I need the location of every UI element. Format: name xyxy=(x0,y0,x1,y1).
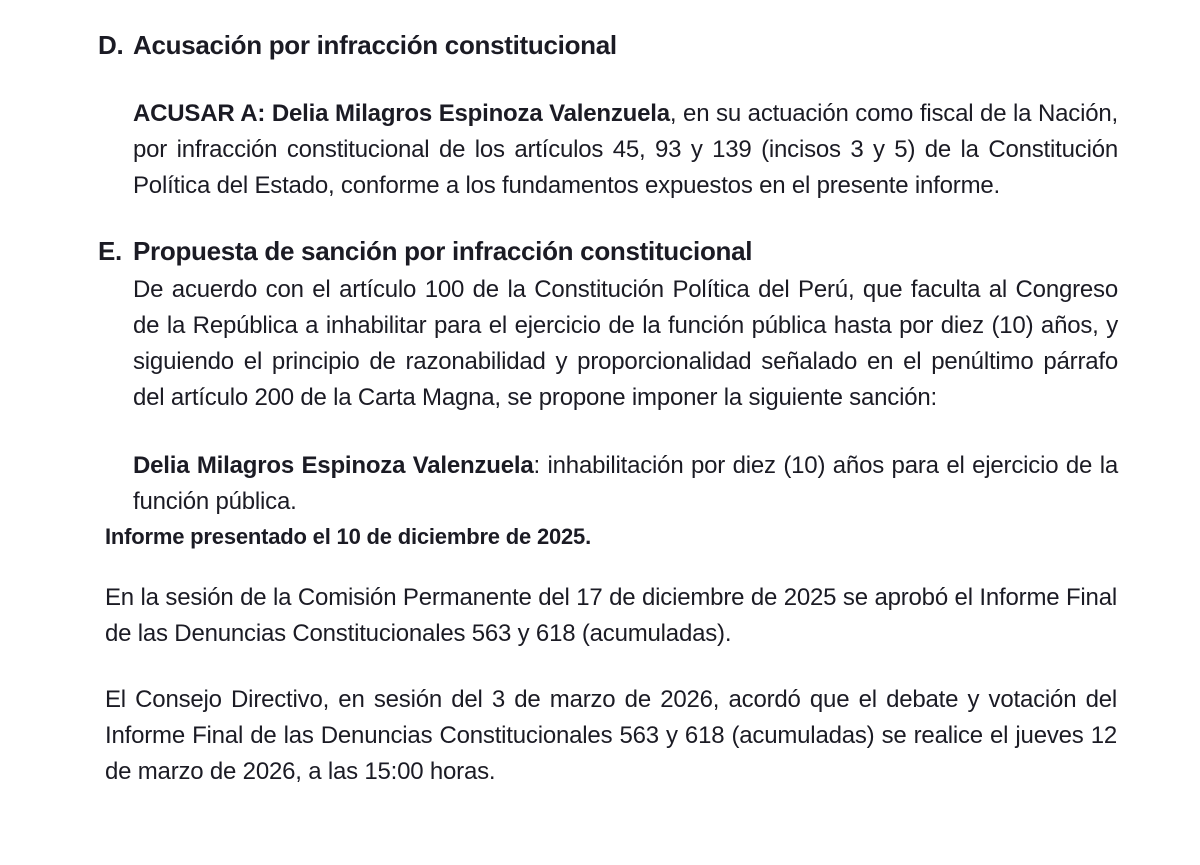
section-d xyxy=(0,28,1200,204)
section-e-title: Propuesta de sanción por infracción constitucional xyxy=(133,236,753,266)
session-paragraph: En la sesión de la Comisión Permanente del 17 de diciembre de 2025 se aprobó el Informe Final de las Denuncias Constitucionales 563 y 618 (acumuladas). xyxy=(105,584,1117,647)
section-e xyxy=(0,234,1200,520)
sanctioned-name-bold: Delia Milagros Espinoza Valenzuela xyxy=(133,452,534,479)
section-d-label: D. xyxy=(98,30,124,60)
section-d-title: Acusación por infracción constitucional xyxy=(133,30,617,60)
section-e-label: E. xyxy=(98,236,122,266)
council-paragraph: El Consejo Directivo, en sesión del 3 de marzo de 2026, acordó que el debate y votación del Informe Final de las Denuncias Constitucionales 563 y 618 (acumuladas) se realice el jueves 12 de marzo de 2026, a las 15:00 horas. xyxy=(105,686,1117,785)
section-e-heading xyxy=(98,234,1200,268)
accusation-paragraph xyxy=(133,96,1118,204)
sanction-basis-paragraph: De acuerdo con el artículo 100 de la Constitución Política del Perú, que faculta al Congreso de la República a inhabilitar para el ejercicio de la función pública hasta por diez (10) años, y siguiendo el principio de razonabilidad y proporcionalidad señalado en el penúltimo párrafo del artículo 200 de la Carta Magna, se propone imponer la siguiente sanción: xyxy=(133,276,1118,411)
section-d-heading xyxy=(98,28,1200,62)
report-date-note: Informe presentado el 10 de diciembre de 2025. xyxy=(105,524,591,549)
accusation-text: , en su actuación como fiscal de la Nación, por infracción constitucional de los artículos 45, 93 y 139 (incisos 3 y 5) de la Constitución Política del Estado, conforme a los fundamentos expuestos en el presente informe. xyxy=(133,100,1118,199)
sanction-text: : inhabilitación por diez (10) años para el ejercicio de la función pública. xyxy=(133,452,1118,515)
sanction-paragraph xyxy=(133,448,1118,520)
accused-name-bold: ACUSAR A: Delia Milagros Espinoza Valenzuela xyxy=(133,100,670,127)
